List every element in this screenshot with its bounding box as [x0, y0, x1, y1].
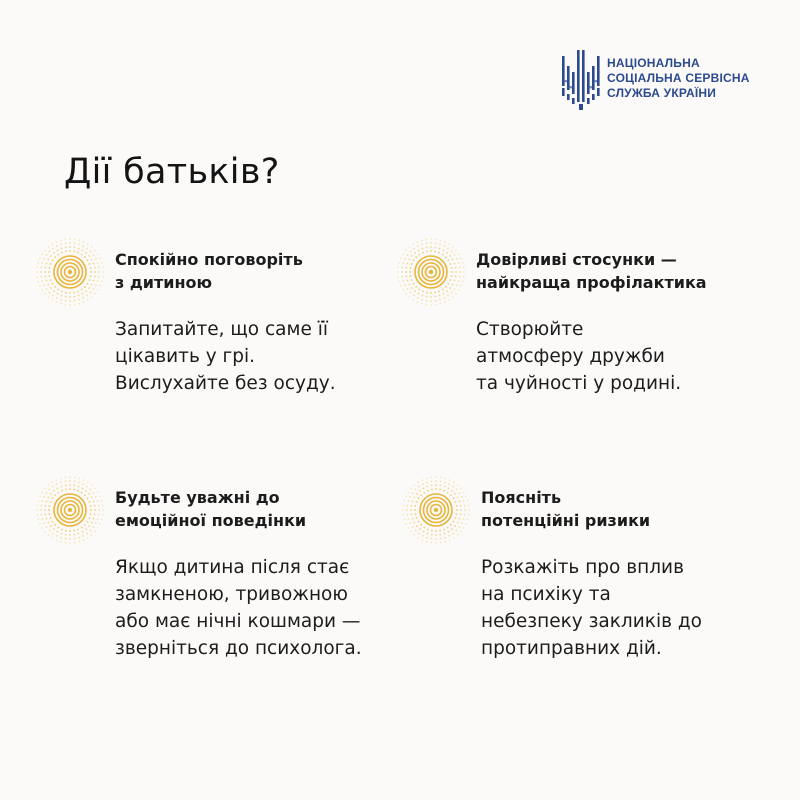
sun-burst-icon [34, 236, 106, 308]
tip-body-line: небезпеку закликів до [481, 611, 702, 632]
sun-burst-icon [395, 236, 467, 308]
tip-heading [476, 248, 707, 294]
tip-body-line: замкненою, тривожною [115, 584, 348, 605]
tip-body-line: Якщо дитина після стає [115, 557, 350, 578]
tip-body [115, 554, 362, 662]
tip-body [476, 316, 681, 397]
tip-body-line: та чуйності у родині. [476, 373, 682, 394]
tip-body-line: або має нічні кошмари — [115, 611, 361, 632]
tip-body-line: Вислухайте без осуду. [115, 373, 336, 394]
tip-body-line: Створюйте [476, 319, 584, 340]
sun-burst-icon [34, 474, 106, 546]
tip-heading [481, 486, 650, 532]
logo-text [607, 56, 750, 101]
logo-text-line: СОЦІАЛЬНА СЕРВІСНА [607, 71, 750, 85]
tip-heading-line: Спокійно поговоріть [115, 250, 303, 269]
tip-body [481, 554, 702, 662]
tip-body-line: цікавить у грі. [115, 346, 256, 367]
tip-body-line: зверніться до психолога. [115, 638, 362, 659]
sun-burst-icon [400, 474, 472, 546]
page-title: Дії батьків? [64, 152, 280, 192]
logo-text-line: СЛУЖБА УКРАЇНИ [607, 86, 717, 100]
trident-emblem-icon [560, 50, 602, 110]
tip-heading [115, 248, 303, 294]
tip-heading-line: емоційної поведінки [115, 511, 307, 530]
tip-heading-line: Поясніть [481, 488, 562, 507]
tip-body-line: Розкажіть про вплив [481, 557, 684, 578]
tip-body-line: Запитайте, що саме її [115, 319, 329, 340]
tip-heading-line: Довірливі стосунки — [476, 250, 677, 269]
tip-heading-line: Будьте уважні до [115, 488, 280, 507]
logo-text-line: НАЦІОНАЛЬНА [607, 56, 700, 70]
tip-body-line: атмосферу дружби [476, 346, 665, 367]
logo [560, 50, 770, 110]
tip-body [115, 316, 336, 397]
tip-heading [115, 486, 306, 532]
tip-heading-line: найкраща профілактика [476, 273, 707, 292]
tip-body-line: протиправних дій. [481, 638, 662, 659]
tip-heading-line: потенційні ризики [481, 511, 651, 530]
tip-heading-line: з дитиною [115, 273, 213, 292]
tip-body-line: на психіку та [481, 584, 611, 605]
